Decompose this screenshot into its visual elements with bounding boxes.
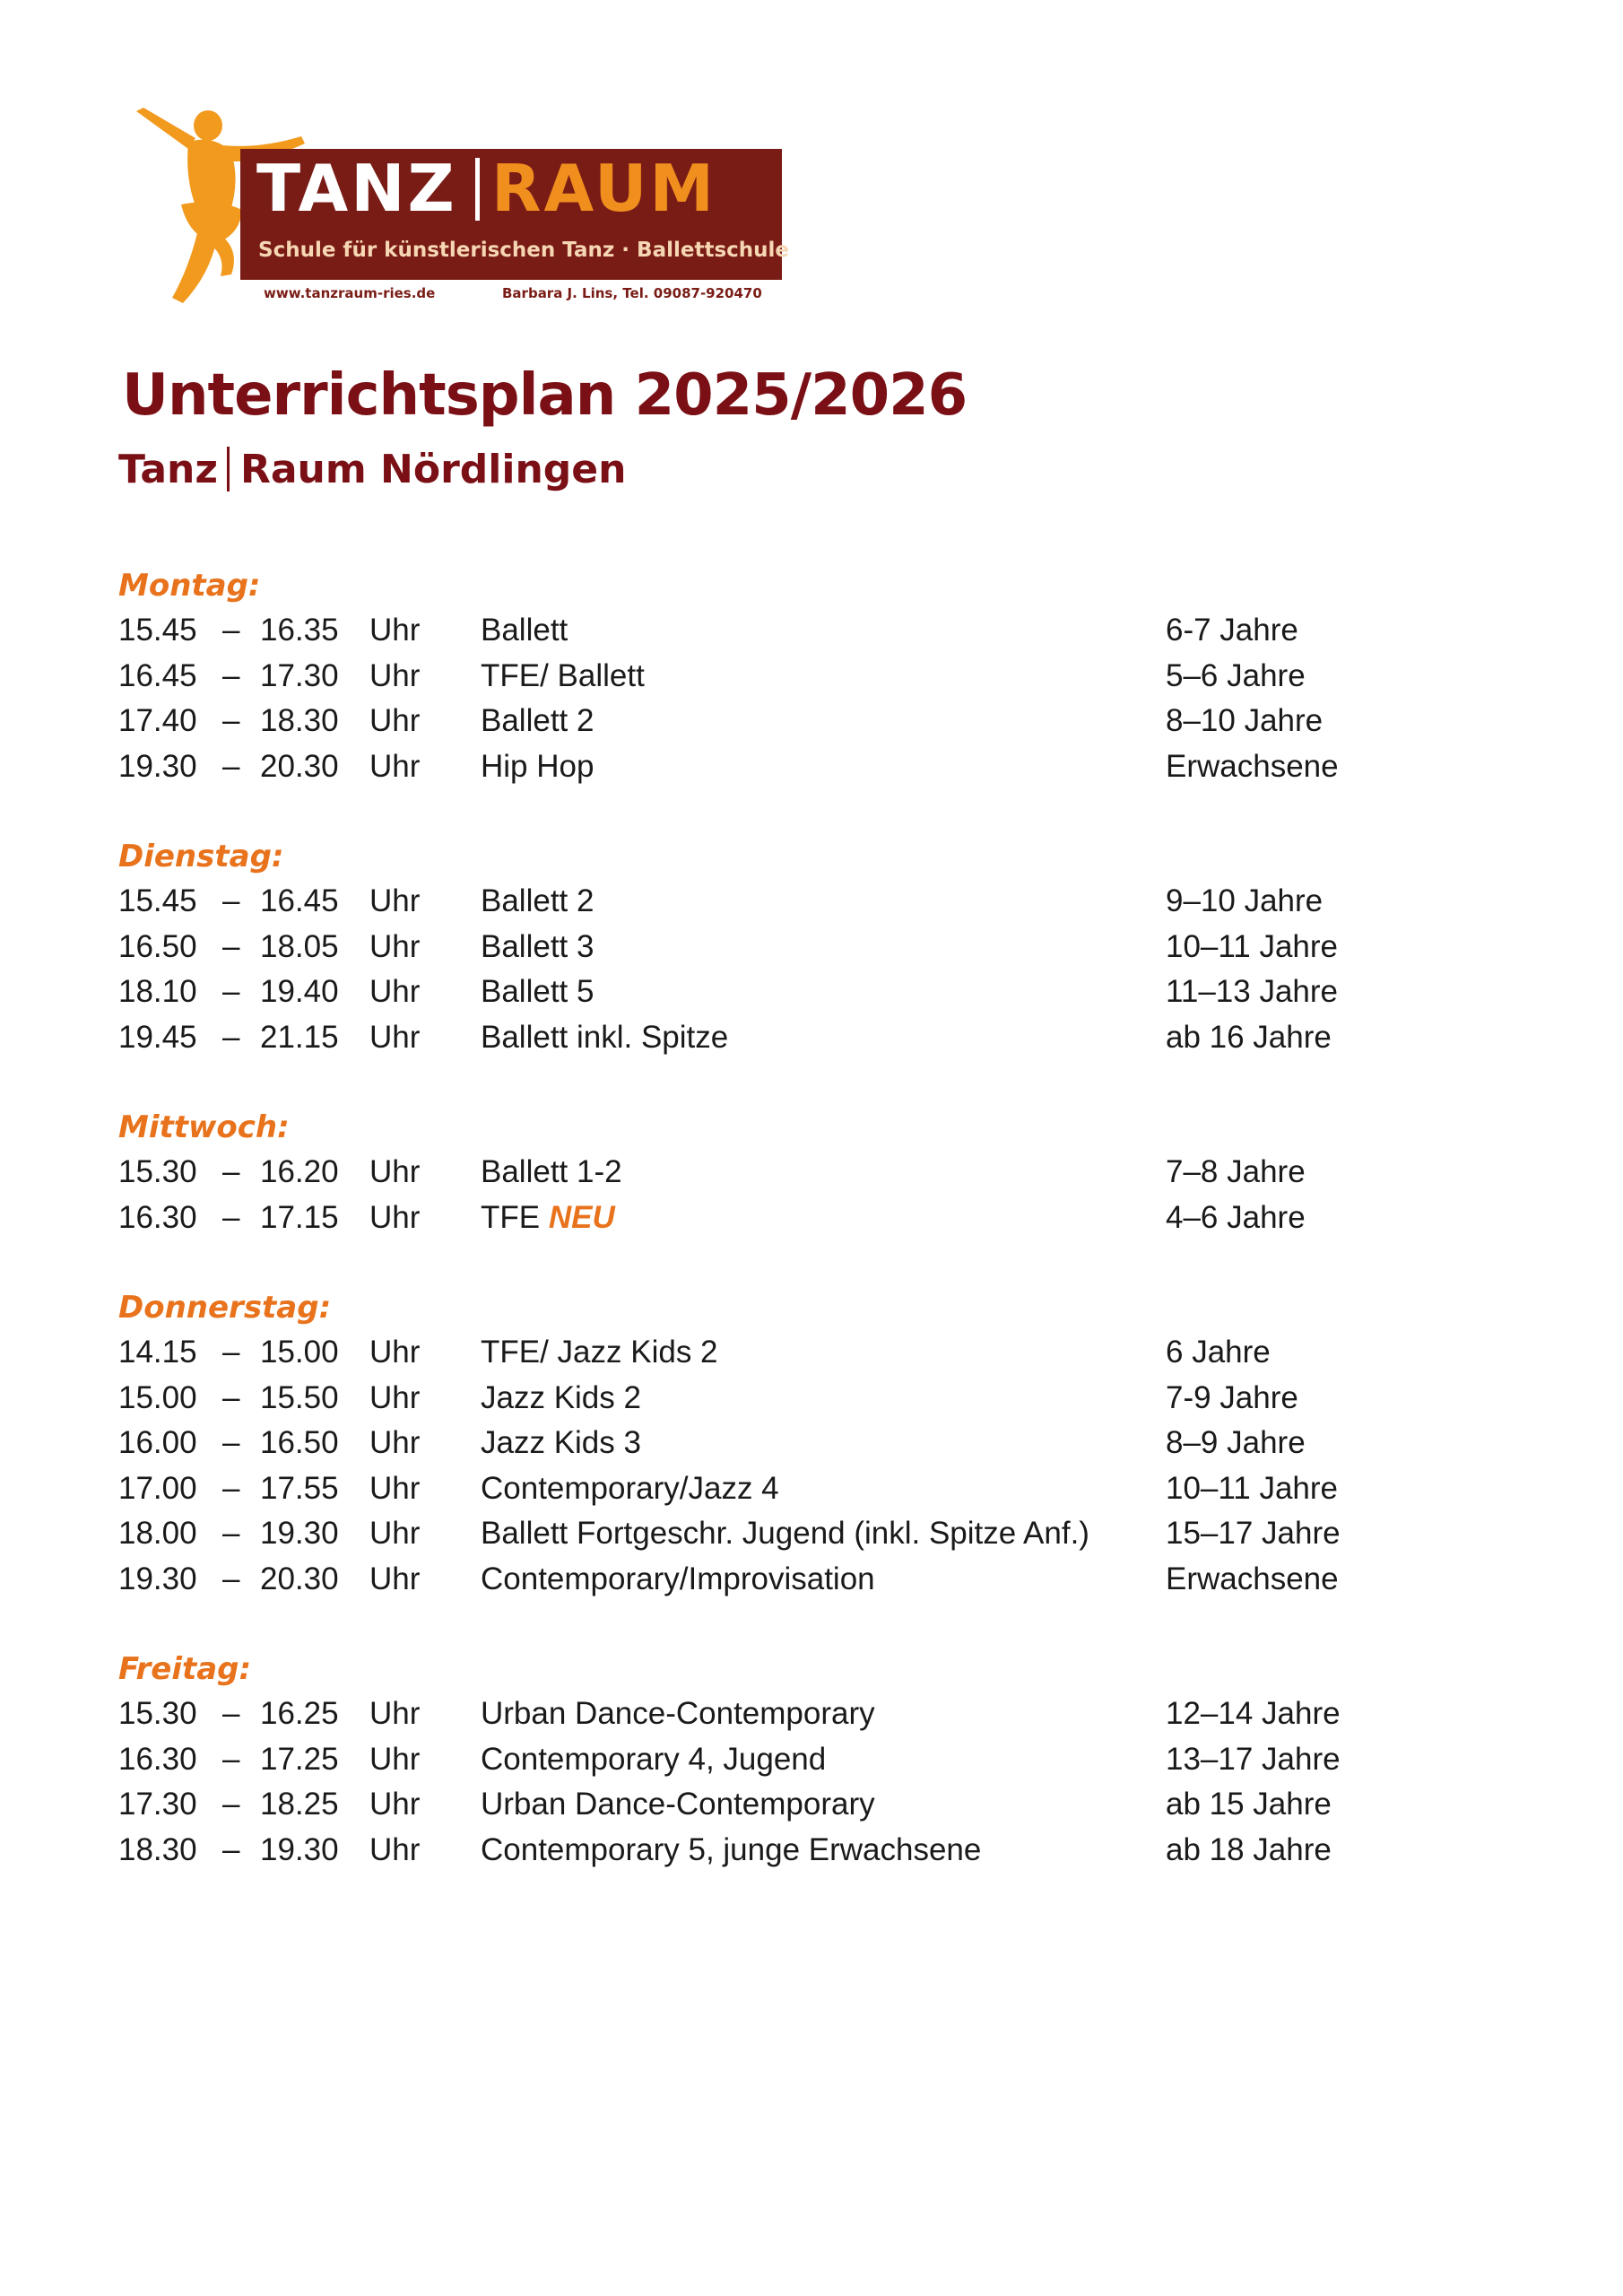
course-name: Ballett 2 [481,703,595,738]
course-name: Contemporary 4, Jugend [481,1741,827,1777]
course-name: Jazz Kids 3 [481,1425,641,1460]
time-unit: Uhr [369,657,421,693]
course-name: Ballett 5 [481,974,595,1009]
schedule [118,563,1517,1918]
page-title: Unterrichtsplan 2025/2026 [122,362,968,429]
start-time: 18.30 [118,1831,197,1867]
schedule-row [118,654,1517,700]
time-unit: Uhr [369,1425,421,1460]
course-name: Urban Dance-Contemporary [481,1696,875,1731]
schedule-row [118,970,1517,1015]
course-name: Ballett inkl. Spitze [481,1019,729,1055]
time-unit: Uhr [369,1831,421,1867]
time-unit: Uhr [369,613,421,648]
course-name: Jazz Kids 2 [481,1379,641,1415]
time-unit: Uhr [369,1379,421,1415]
age-group: Erwachsene [1166,1561,1339,1596]
day-section [118,1647,1517,1873]
course-name: TFE/ Jazz Kids 2 [481,1335,718,1370]
schedule-row [118,1150,1517,1196]
subtitle-divider [227,447,230,491]
start-time: 15.30 [118,1154,197,1189]
start-time: 15.00 [118,1379,197,1415]
time-dash: – [222,657,240,693]
time-unit: Uhr [369,1470,421,1506]
schedule-row [118,1015,1517,1061]
subtitle-part-1: Tanz [118,447,218,492]
time-dash: – [222,703,240,738]
end-time: 18.30 [260,703,339,738]
end-time: 16.25 [260,1696,339,1731]
schedule-row [118,1737,1517,1783]
start-time: 18.10 [118,974,197,1009]
start-time: 16.45 [118,657,197,693]
day-section [118,1285,1517,1602]
end-time: 16.20 [260,1154,339,1189]
schedule-row [118,1557,1517,1603]
time-dash: – [222,1019,240,1055]
time-dash: – [222,1787,240,1822]
start-time: 17.40 [118,703,197,738]
time-dash: – [222,748,240,784]
start-time: 15.30 [118,1696,197,1731]
age-group: 12–14 Jahre [1166,1696,1341,1731]
schedule-row [118,1330,1517,1376]
time-dash: – [222,1379,240,1415]
logo-contact: Barbara J. Lins, Tel. 09087-920470 [502,285,762,301]
start-time: 19.30 [118,1561,197,1596]
logo-tagline: Schule für künstlerischen Tanz · Ballettschule [258,239,790,262]
schedule-row [118,1782,1517,1828]
time-unit: Uhr [369,974,421,1009]
end-time: 17.30 [260,657,339,693]
day-heading: Montag: [118,568,261,604]
start-time: 17.30 [118,1787,197,1822]
time-unit: Uhr [369,883,421,918]
schedule-row [118,1828,1517,1874]
course-name: TFE/ Ballett [481,657,645,693]
time-dash: – [222,1335,240,1370]
start-time: 17.00 [118,1470,197,1506]
age-group: 10–11 Jahre [1166,1470,1339,1506]
age-group: 15–17 Jahre [1166,1516,1341,1551]
age-group: ab 16 Jahre [1166,1019,1332,1055]
age-group: 7-9 Jahre [1166,1379,1298,1415]
course-name [481,1196,615,1240]
end-time: 15.50 [260,1379,339,1415]
age-group: 9–10 Jahre [1166,883,1324,918]
day-heading: Donnerstag: [118,1290,332,1326]
age-group: 6 Jahre [1166,1335,1271,1370]
end-time: 16.50 [260,1425,339,1460]
logo-word-tanz: TANZ [256,151,457,226]
time-unit: Uhr [369,1154,421,1189]
schedule-row [118,925,1517,970]
age-group: 7–8 Jahre [1166,1154,1306,1189]
day-section [118,563,1517,789]
new-badge: NEU [548,1199,615,1235]
end-time: 15.00 [260,1335,339,1370]
age-group: 6-7 Jahre [1166,613,1298,648]
end-time: 17.55 [260,1470,339,1506]
schedule-row [118,879,1517,925]
time-dash: – [222,974,240,1009]
time-unit: Uhr [369,1516,421,1551]
day-heading: Dienstag: [118,839,284,874]
time-dash: – [222,613,240,648]
time-unit: Uhr [369,1019,421,1055]
time-dash: – [222,1154,240,1189]
time-dash: – [222,1199,240,1235]
age-group: 8–10 Jahre [1166,703,1324,738]
time-unit: Uhr [369,1696,421,1731]
time-unit: Uhr [369,928,421,964]
end-time: 19.30 [260,1831,339,1867]
course-name: Contemporary/Jazz 4 [481,1470,779,1506]
page-subtitle [118,447,626,492]
schedule-row [118,1692,1517,1737]
time-dash: – [222,928,240,964]
course-name: Contemporary/Improvisation [481,1561,875,1596]
time-dash: – [222,1831,240,1867]
schedule-row [118,744,1517,790]
time-dash: – [222,1470,240,1506]
time-dash: – [222,1425,240,1460]
start-time: 19.45 [118,1019,197,1055]
time-unit: Uhr [369,748,421,784]
time-unit: Uhr [369,703,421,738]
time-dash: – [222,1741,240,1777]
end-time: 20.30 [260,1561,339,1596]
course-name: Contemporary 5, junge Erwachsene [481,1831,982,1867]
age-group: Erwachsene [1166,748,1339,784]
course-name: Ballett 2 [481,883,595,918]
schedule-row [118,1421,1517,1466]
start-time: 18.00 [118,1516,197,1551]
end-time: 19.40 [260,974,339,1009]
end-time: 21.15 [260,1019,339,1055]
schedule-row [118,1511,1517,1557]
end-time: 18.25 [260,1787,339,1822]
start-time: 16.50 [118,928,197,964]
school-logo [126,99,789,314]
day-section [118,1105,1517,1240]
day-heading: Mittwoch: [118,1109,290,1145]
course-name-text: TFE [481,1199,541,1235]
time-dash: – [222,1696,240,1731]
schedule-row [118,1196,1517,1241]
time-unit: Uhr [369,1199,421,1235]
end-time: 17.15 [260,1199,339,1235]
end-time: 16.45 [260,883,339,918]
time-unit: Uhr [369,1335,421,1370]
end-time: 18.05 [260,928,339,964]
course-name: Urban Dance-Contemporary [481,1787,875,1822]
day-section [118,834,1517,1060]
schedule-row [118,608,1517,654]
start-time: 15.45 [118,613,197,648]
subtitle-part-2: Raum Nördlingen [239,447,627,492]
time-unit: Uhr [369,1741,421,1777]
start-time: 19.30 [118,748,197,784]
logo-word-raum: RAUM [491,151,717,226]
age-group: 5–6 Jahre [1166,657,1306,693]
course-name: Ballett 1-2 [481,1154,622,1189]
start-time: 15.45 [118,883,197,918]
course-name: Ballett Fortgeschr. Jugend (inkl. Spitze Anf.) [481,1516,1089,1551]
course-name: Ballett 3 [481,928,595,964]
age-group: 10–11 Jahre [1166,928,1339,964]
age-group: ab 15 Jahre [1166,1787,1332,1822]
course-name: Hip Hop [481,748,595,784]
time-dash: – [222,883,240,918]
time-unit: Uhr [369,1561,421,1596]
schedule-row [118,1376,1517,1422]
time-dash: – [222,1516,240,1551]
day-heading: Freitag: [118,1651,252,1687]
age-group: 4–6 Jahre [1166,1199,1306,1235]
end-time: 17.25 [260,1741,339,1777]
schedule-row [118,699,1517,744]
time-unit: Uhr [369,1787,421,1822]
start-time: 16.00 [118,1425,197,1460]
start-time: 16.30 [118,1199,197,1235]
age-group: 8–9 Jahre [1166,1425,1306,1460]
age-group: 11–13 Jahre [1166,974,1339,1009]
schedule-row [118,1466,1517,1512]
time-dash: – [222,1561,240,1596]
age-group: ab 18 Jahre [1166,1831,1332,1867]
start-time: 14.15 [118,1335,197,1370]
logo-banner [240,149,790,280]
start-time: 16.30 [118,1741,197,1777]
end-time: 16.35 [260,613,339,648]
logo-website: www.tanzraum-ries.de [264,285,436,301]
age-group: 13–17 Jahre [1166,1741,1341,1777]
course-name: Ballett [481,613,568,648]
end-time: 20.30 [260,748,339,784]
logo-divider [475,158,480,221]
end-time: 19.30 [260,1516,339,1551]
